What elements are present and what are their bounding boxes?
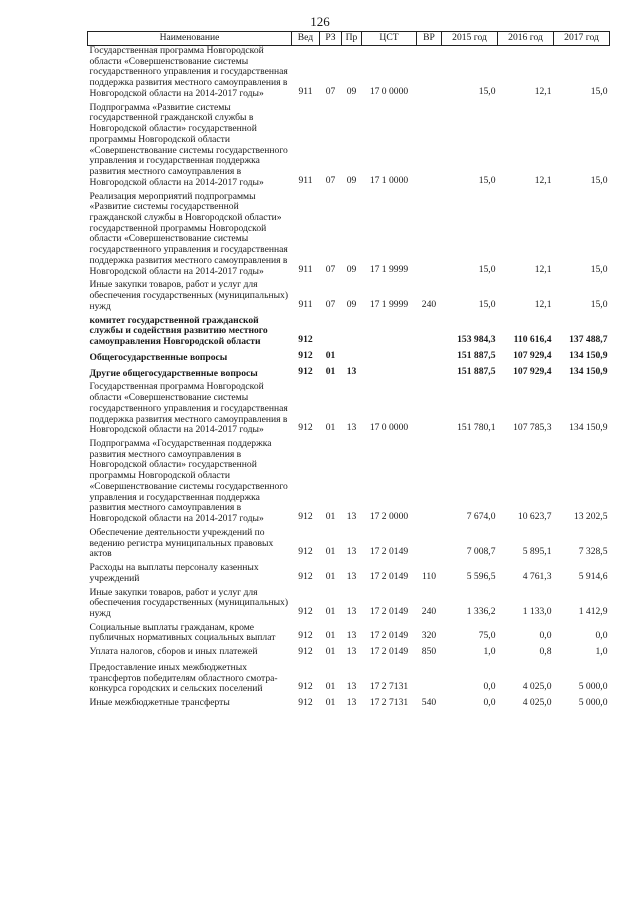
row-cst (362, 316, 417, 351)
row-2015: 15,0 (478, 174, 496, 186)
table-row (88, 46, 610, 103)
row-2017: 5 914,6 (578, 570, 608, 582)
row-2017: 15,0 (590, 263, 608, 275)
row-2016: 5 895,1 (522, 546, 552, 558)
row-2015: 7 674,0 (466, 511, 496, 523)
row-name: Расходы на выплаты персоналу казенных учреждений (89, 562, 259, 584)
row-ved: 912 (298, 365, 313, 377)
row-ved: 912 (298, 511, 313, 523)
row-vr: 320 (421, 630, 437, 642)
row-2017: 15,0 (590, 174, 608, 186)
row-rz: 01 (325, 646, 336, 658)
table-row (88, 698, 610, 714)
row-name: Уплата налогов, сборов и иных платежей (89, 646, 258, 658)
row-2017: 5 000,0 (578, 697, 608, 709)
row-2015: 75,0 (478, 630, 496, 642)
row-2017: 13 202,5 (573, 511, 608, 523)
table-row (88, 103, 610, 192)
row-2017: 134 150,9 (569, 422, 608, 434)
row-pr: 13 (346, 422, 357, 434)
row-vr (417, 316, 442, 351)
row-name: Иные закупки товаров, работ и услуг для обеспечения государственных (муниципальных) нужд (89, 279, 289, 312)
row-2015: 15,0 (478, 85, 496, 97)
row-2016: 0,8 (539, 646, 552, 658)
row-2015: 1 336,2 (466, 605, 496, 617)
row-pr: 13 (346, 546, 357, 558)
row-2016: 12,1 (534, 174, 552, 186)
row-2015: 0,0 (483, 681, 496, 693)
row-cst: 17 2 0149 (369, 630, 409, 642)
row-ved: 911 (298, 174, 313, 186)
row-name: Другие общегосударственные вопросы (89, 367, 258, 379)
row-rz: 07 (325, 263, 336, 275)
row-name: Общегосударственные вопросы (89, 351, 228, 363)
row-name: Государственная программа Новгородской области «Совершенствование системы государственного управления и государственная поддержка развития местного самоуправления в Новгородской области на 2014-2017 годы» (89, 45, 288, 99)
row-name: Предоставление иных межбюджетных трансфертов победителям областного смотра-конкурса городских и сельских поселений (89, 661, 278, 695)
row-2015: 7 008,7 (466, 546, 496, 558)
row-rz: 01 (325, 349, 336, 361)
row-vr: 110 (421, 570, 437, 582)
header-2017: 2017 год (554, 32, 610, 46)
table-row (88, 316, 610, 351)
row-pr: 13 (346, 570, 357, 582)
row-2017: 137 488,7 (569, 334, 608, 346)
row-vr (417, 439, 442, 528)
row-pr: 13 (346, 365, 357, 377)
budget-table (87, 31, 610, 714)
row-2016: 1 133,0 (522, 605, 552, 617)
row-rz: 01 (325, 365, 336, 377)
table-row (88, 663, 610, 698)
table-row (88, 192, 610, 281)
row-name: Иные межбюджетные трансферты (89, 697, 230, 709)
row-2017: 1,0 (595, 646, 608, 658)
row-cst (362, 351, 417, 367)
row-name: Подпрограмма «Государственная поддержка развития местного самоуправления в Новгородской области» государственной программы Новгородской области «Совершенствование системы государственного управления и государственная поддержка развития местного самоуправления в Новгородской области на 2014-2017 годы» (89, 437, 288, 525)
row-rz: 01 (325, 630, 336, 642)
row-rz: 01 (325, 422, 336, 434)
row-pr: 09 (346, 174, 357, 186)
row-2016: 4 761,3 (522, 570, 552, 582)
row-ved: 912 (298, 681, 313, 693)
row-pr: 09 (346, 298, 357, 310)
header-2015: 2015 год (442, 32, 498, 46)
row-pr (342, 316, 362, 351)
row-2017: 5 000,0 (578, 681, 608, 693)
header-pr: Пр (342, 32, 362, 46)
row-name: Государственная программа Новгородской области «Совершенствование системы государственного управления и государственная поддержка развития местного самоуправления в Новгородской области на 2014-2017 годы» (89, 381, 288, 436)
table-row (88, 351, 610, 367)
header-name: Наименование (88, 32, 292, 46)
row-2017: 7 328,5 (578, 546, 608, 558)
row-2016: 10 623,7 (517, 511, 552, 523)
row-vr (417, 46, 442, 103)
row-ved: 912 (298, 570, 313, 582)
row-2017: 0,0 (595, 630, 608, 642)
row-2015: 5 596,5 (466, 570, 496, 582)
row-pr: 13 (346, 605, 357, 617)
row-cst: 17 2 0000 (369, 511, 409, 523)
row-name: комитет государственной гражданской службы и содействия развитию местного самоуправления Новгородской области (89, 314, 268, 348)
row-ved: 911 (298, 263, 313, 275)
table-row (88, 280, 610, 315)
row-2015: 15,0 (478, 298, 496, 310)
row-rz: 07 (325, 298, 336, 310)
row-pr: 13 (346, 681, 357, 693)
row-2017: 15,0 (590, 298, 608, 310)
row-cst: 17 2 0149 (369, 605, 409, 617)
row-pr: 09 (346, 263, 357, 275)
row-ved: 912 (298, 630, 313, 642)
row-rz: 01 (325, 681, 336, 693)
row-2016: 4 025,0 (522, 681, 552, 693)
row-cst (362, 367, 417, 383)
header-vr: ВР (417, 32, 442, 46)
row-2015: 151 780,1 (457, 422, 496, 434)
table-header-row (88, 32, 610, 46)
row-vr (417, 382, 442, 439)
table-row (88, 382, 610, 439)
row-pr: 13 (346, 630, 357, 642)
row-name: Социальные выплаты гражданам, кроме публичных нормативных социальных выплат (89, 621, 276, 644)
row-vr: 850 (421, 646, 437, 658)
row-rz: 01 (325, 570, 336, 582)
row-2016: 12,1 (534, 298, 552, 310)
row-ved: 912 (298, 546, 313, 558)
row-cst: 17 2 0149 (369, 546, 409, 558)
row-rz: 01 (325, 546, 336, 558)
table-row (88, 528, 610, 563)
table-row (88, 647, 610, 663)
table-row (88, 623, 610, 647)
row-pr: 13 (346, 646, 357, 658)
row-2015: 151 887,5 (457, 349, 496, 361)
row-pr: 09 (346, 85, 357, 97)
row-2016: 107 929,4 (513, 349, 552, 361)
row-ved: 911 (298, 298, 313, 310)
row-name: Подпрограмма «Развитие системы государственной гражданской службы в Новгородской области» государственной программы Новгородской области «Совершенствование системы государственного управления и государственная поддержка развития местного самоуправления в Новгородской области на 2014-2017 годы» (89, 101, 288, 188)
row-2015: 151 887,5 (457, 365, 496, 377)
row-pr: 13 (346, 697, 357, 709)
row-vr (417, 192, 442, 281)
row-cst: 17 1 0000 (369, 174, 409, 186)
row-rz: 01 (325, 511, 336, 523)
row-2015: 1,0 (483, 646, 496, 658)
row-cst: 17 2 7131 (369, 681, 409, 693)
row-ved: 912 (298, 697, 313, 709)
row-ved: 912 (298, 334, 313, 346)
row-cst: 17 0 0000 (369, 85, 409, 97)
row-vr (417, 103, 442, 192)
table-row (88, 563, 610, 587)
table-body (88, 46, 610, 714)
row-cst: 17 1 9999 (369, 298, 409, 310)
table-row (88, 588, 610, 623)
header-rz: РЗ (320, 32, 342, 46)
row-rz: 01 (325, 605, 336, 617)
row-2015: 15,0 (478, 263, 496, 275)
row-pr: 13 (346, 511, 357, 523)
row-cst: 17 2 0149 (369, 646, 409, 658)
row-2016: 107 929,4 (513, 365, 552, 377)
row-rz: 07 (325, 85, 336, 97)
header-cst: ЦСТ (362, 32, 417, 46)
header-2016: 2016 год (498, 32, 554, 46)
row-2015: 0,0 (483, 697, 496, 709)
row-2017: 15,0 (590, 85, 608, 97)
row-name: Реализация мероприятий подпрограммы «Развитие системы государственной гражданской службы в Новгородской области» государственной программы Новгородской области «Совершенствование системы государственного управления и государственная поддержка развития местного самоуправления в Новгородской области на 2014-2017 годы» (89, 190, 288, 277)
row-2016: 110 616,4 (513, 334, 552, 346)
row-2016: 0,0 (539, 630, 552, 642)
row-ved: 912 (298, 349, 313, 361)
row-2016: 12,1 (534, 263, 552, 275)
row-2017: 1 412,9 (578, 605, 608, 617)
row-ved: 911 (298, 85, 313, 97)
row-pr (342, 351, 362, 367)
row-rz: 01 (325, 697, 336, 709)
row-vr: 240 (421, 298, 437, 310)
page-number: 126 (310, 14, 330, 29)
row-2016: 4 025,0 (522, 697, 552, 709)
row-name: Иные закупки товаров, работ и услуг для обеспечения государственных (муниципальных) нужд (89, 586, 289, 619)
row-vr: 540 (421, 697, 437, 709)
row-vr: 240 (421, 605, 437, 617)
row-2017: 134 150,9 (569, 365, 608, 377)
header-ved: Вед (292, 32, 320, 46)
row-cst: 17 1 9999 (369, 263, 409, 275)
row-ved: 912 (298, 422, 313, 434)
table-row (88, 367, 610, 383)
row-cst: 17 2 7131 (369, 697, 409, 709)
row-vr (417, 351, 442, 367)
row-ved: 912 (298, 605, 313, 617)
row-cst: 17 2 0149 (369, 570, 409, 582)
row-vr (417, 663, 442, 698)
row-vr (417, 367, 442, 383)
row-rz (320, 316, 342, 351)
row-rz: 07 (325, 174, 336, 186)
row-ved: 912 (298, 646, 313, 658)
row-2016: 12,1 (534, 85, 552, 97)
row-vr (417, 528, 442, 563)
row-cst: 17 0 0000 (369, 422, 409, 434)
row-2015: 153 984,3 (457, 334, 496, 346)
row-name: Обеспечение деятельности учреждений по ведению регистра муниципальных правовых актов (89, 526, 274, 560)
row-2017: 134 150,9 (569, 349, 608, 361)
row-2016: 107 785,3 (513, 422, 552, 434)
table-row (88, 439, 610, 528)
